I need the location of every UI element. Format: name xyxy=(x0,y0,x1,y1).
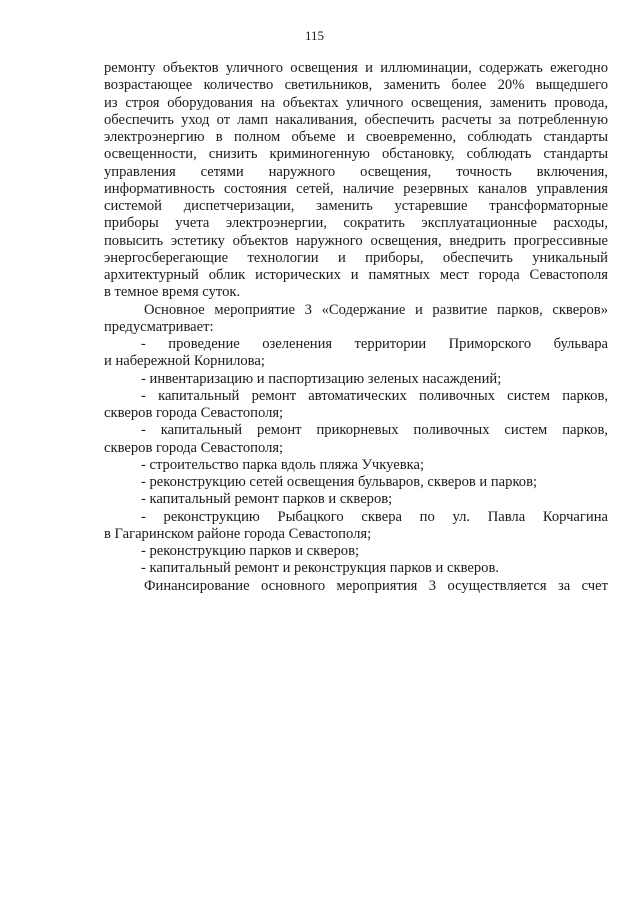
text-line: - капитальный ремонт прикорневых поливочных систем парков, xyxy=(141,422,608,439)
text-line: - капитальный ремонт парков и скверов; xyxy=(141,491,393,508)
text-line: и набережной Корнилова; xyxy=(104,353,265,370)
text-line: возрастающее количество светильников, заменить более 20% выщедшего xyxy=(104,77,608,94)
text-line: освещенности, снизить криминогенную обстановку, соблюдать стандарты xyxy=(104,146,608,163)
text-line: ремонту объектов уличного освещения и иллюминации, содержать ежегодно xyxy=(104,60,608,76)
text-line: управления сетями наружного освещения, точность включения, xyxy=(104,163,608,180)
text-line: - реконструкцию Рыбацкого сквера по ул. Павла Корчагина xyxy=(141,508,608,525)
text-line: в Гагаринском районе города Севастополя; xyxy=(104,525,372,542)
text-line: Основное мероприятие 3 «Содержание и развитие парков, скверов» xyxy=(144,301,608,318)
text-line: электроэнергию в полном объеме и своевременно, соблюдать стандарты xyxy=(104,129,608,145)
text-line: скверов города Севастополя; xyxy=(104,405,284,421)
text-line: предусматривает: xyxy=(104,318,214,335)
text-line: повысить эстетику объектов наружного освещения, внедрить прогрессивные xyxy=(104,232,608,249)
text-line: скверов города Севастополя; xyxy=(104,439,284,456)
text-line: - реконструкцию сетей освещения бульваров, скверов и парков; xyxy=(141,474,538,490)
text-line: из строя оборудования на объектах уличного освещения, заменить провода, xyxy=(104,94,608,111)
document-body xyxy=(104,60,608,595)
text-line: информативность состояния сетей, наличие резервных каналов управления xyxy=(104,180,608,197)
text-line: - капитальный ремонт и реконструкция парков и скверов. xyxy=(141,560,500,577)
text-line: приборы учета электроэнергии, сократить эксплуатационные расходы, xyxy=(104,215,608,232)
text-line: обеспечить уход от ламп накаливания, обеспечить расчеты за потребленную xyxy=(104,111,608,128)
text-line: - реконструкцию парков и скверов; xyxy=(141,543,360,559)
text-line: энергосберегающие технологии и приборы, обеспечить уникальный xyxy=(104,249,608,266)
text-line: в темное время суток. xyxy=(104,284,241,301)
text-line: системой диспетчеризации, заменить устаревшие трансформаторные xyxy=(104,198,608,214)
text-line: - проведение озеленения территории Приморского бульвара xyxy=(141,336,608,352)
text-line: - инвентаризацию и паспортизацию зеленых насаждений; xyxy=(141,370,502,387)
text-line: - капитальный ремонт автоматических поливочных систем парков, xyxy=(141,387,608,404)
text-line: - строительство парка вдоль пляжа Учкуевка; xyxy=(141,456,424,473)
text-line: архитектурный облик исторических и памятных мест города Севастополя xyxy=(104,267,608,283)
text-line: Финансирование основного мероприятия 3 осуществляется за счет xyxy=(144,577,608,594)
page-number: 115 xyxy=(304,28,325,43)
